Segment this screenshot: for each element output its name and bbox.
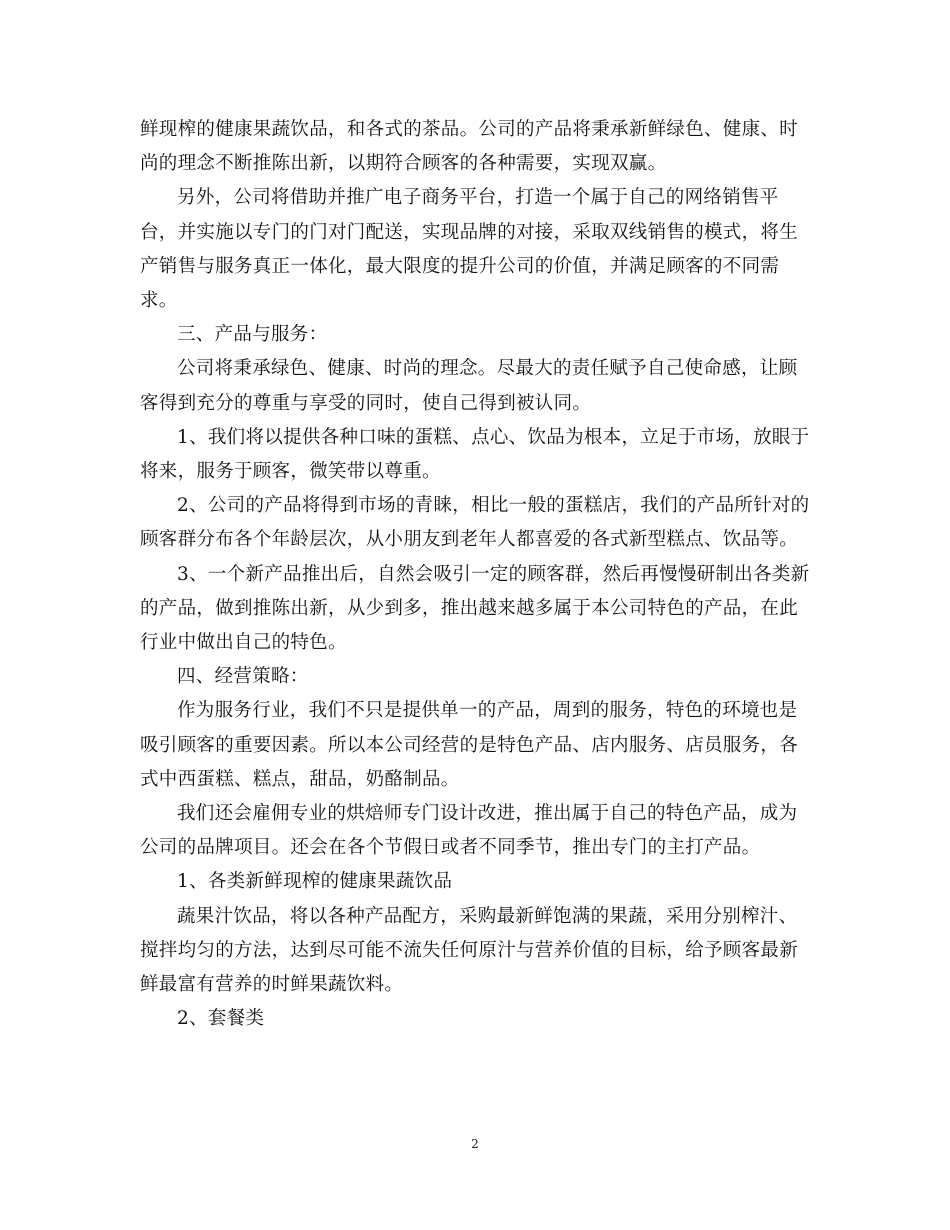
paragraph-line: 将来，服务于顾客，微笑带以尊重。	[140, 461, 441, 483]
paragraph-line: 2、公司的产品将得到市场的青睐，相比一般的蛋糕店，我们的产品所针对的	[177, 495, 810, 517]
paragraph-line: 1、我们将以提供各种口味的蛋糕、点心、饮品为根本，立足于市场，放眼于	[177, 426, 810, 448]
document-body	[140, 113, 812, 1036]
paragraph-line: 3、一个新产品推出后，自然会吸引一定的顾客群，然后再慢慢研制出各类新	[177, 563, 810, 585]
paragraph	[140, 352, 812, 420]
paragraph	[140, 797, 812, 865]
paragraph	[140, 900, 812, 1003]
paragraph-line: 行业中做出自己的特色。	[140, 632, 347, 654]
paragraph	[140, 181, 812, 318]
paragraph	[140, 113, 812, 181]
paragraph-line: 客得到充分的尊重与享受的同时，使自己得到被认同。	[140, 392, 592, 414]
paragraph-line: 吸引顾客的重要因素。所以本公司经营的是特色产品、店内服务、店员服务，各	[140, 734, 799, 756]
paragraph-line: 四、经营策略：	[177, 666, 309, 688]
paragraph-line: 我们还会雇佣专业的烘焙师专门设计改进，推出属于自己的特色产品，成为	[177, 803, 798, 825]
paragraph-line: 搅拌均匀的方法，达到尽可能不流失任何原汁与营养价值的目标，给予顾客最新	[140, 939, 799, 961]
paragraph-line: 尚的理念不断推陈出新，以期符合顾客的各种需要，实现双赢。	[140, 153, 667, 175]
paragraph-line: 作为服务行业，我们不只是提供单一的产品，周到的服务，特色的环境也是	[177, 700, 798, 722]
paragraph	[140, 558, 812, 661]
paragraph	[140, 660, 812, 694]
paragraph-line: 求。	[140, 290, 178, 312]
paragraph	[140, 421, 812, 489]
paragraph	[140, 489, 812, 557]
paragraph	[140, 318, 812, 352]
paragraph	[140, 1002, 812, 1036]
paragraph-line: 台，并实施以专门的门对门配送，实现品牌的对接，采取双线销售的模式，将生	[140, 221, 799, 243]
paragraph-line: 的产品，做到推陈出新，从少到多，推出越来越多属于本公司特色的产品，在此	[140, 597, 799, 619]
paragraph-line: 另外，公司将借助并推广电子商务平台，打造一个属于自己的网络销售平	[177, 187, 779, 209]
paragraph-line: 1、各类新鲜现榨的健康果蔬饮品	[177, 871, 453, 893]
paragraph-line: 三、产品与服务：	[177, 324, 328, 346]
paragraph-line: 鲜最富有营养的时鲜果蔬饮料。	[140, 974, 404, 996]
paragraph-line: 式中西蛋糕、糕点，甜品，奶酪制品。	[140, 768, 460, 790]
paragraph	[140, 865, 812, 899]
paragraph-line: 鲜现榨的健康果蔬饮品，和各式的茶品。公司的产品将秉承新鲜绿色、健康、时	[140, 119, 799, 140]
paragraph-line: 蔬果汁饮品，将以各种产品配方，采购最新鲜饱满的果蔬，采用分别榨汁、	[177, 905, 798, 927]
paragraph-line: 2、套餐类	[177, 1008, 265, 1030]
paragraph-line: 公司的品牌项目。还会在各个节假日或者不同季节，推出专门的主打产品。	[140, 837, 761, 859]
paragraph-line: 公司将秉承绿色、健康、时尚的理念。尽最大的责任赋予自己使命感，让顾	[177, 358, 798, 380]
paragraph-line: 产销售与服务真正一体化，最大限度的提升公司的价值，并满足顾客的不同需	[140, 255, 780, 277]
paragraph	[140, 694, 812, 797]
paragraph-line: 顾客群分布各个年龄层次，从小朋友到老年人都喜爱的各式新型糕点、饮品等。	[140, 529, 799, 551]
page-number: 2	[471, 1137, 479, 1151]
